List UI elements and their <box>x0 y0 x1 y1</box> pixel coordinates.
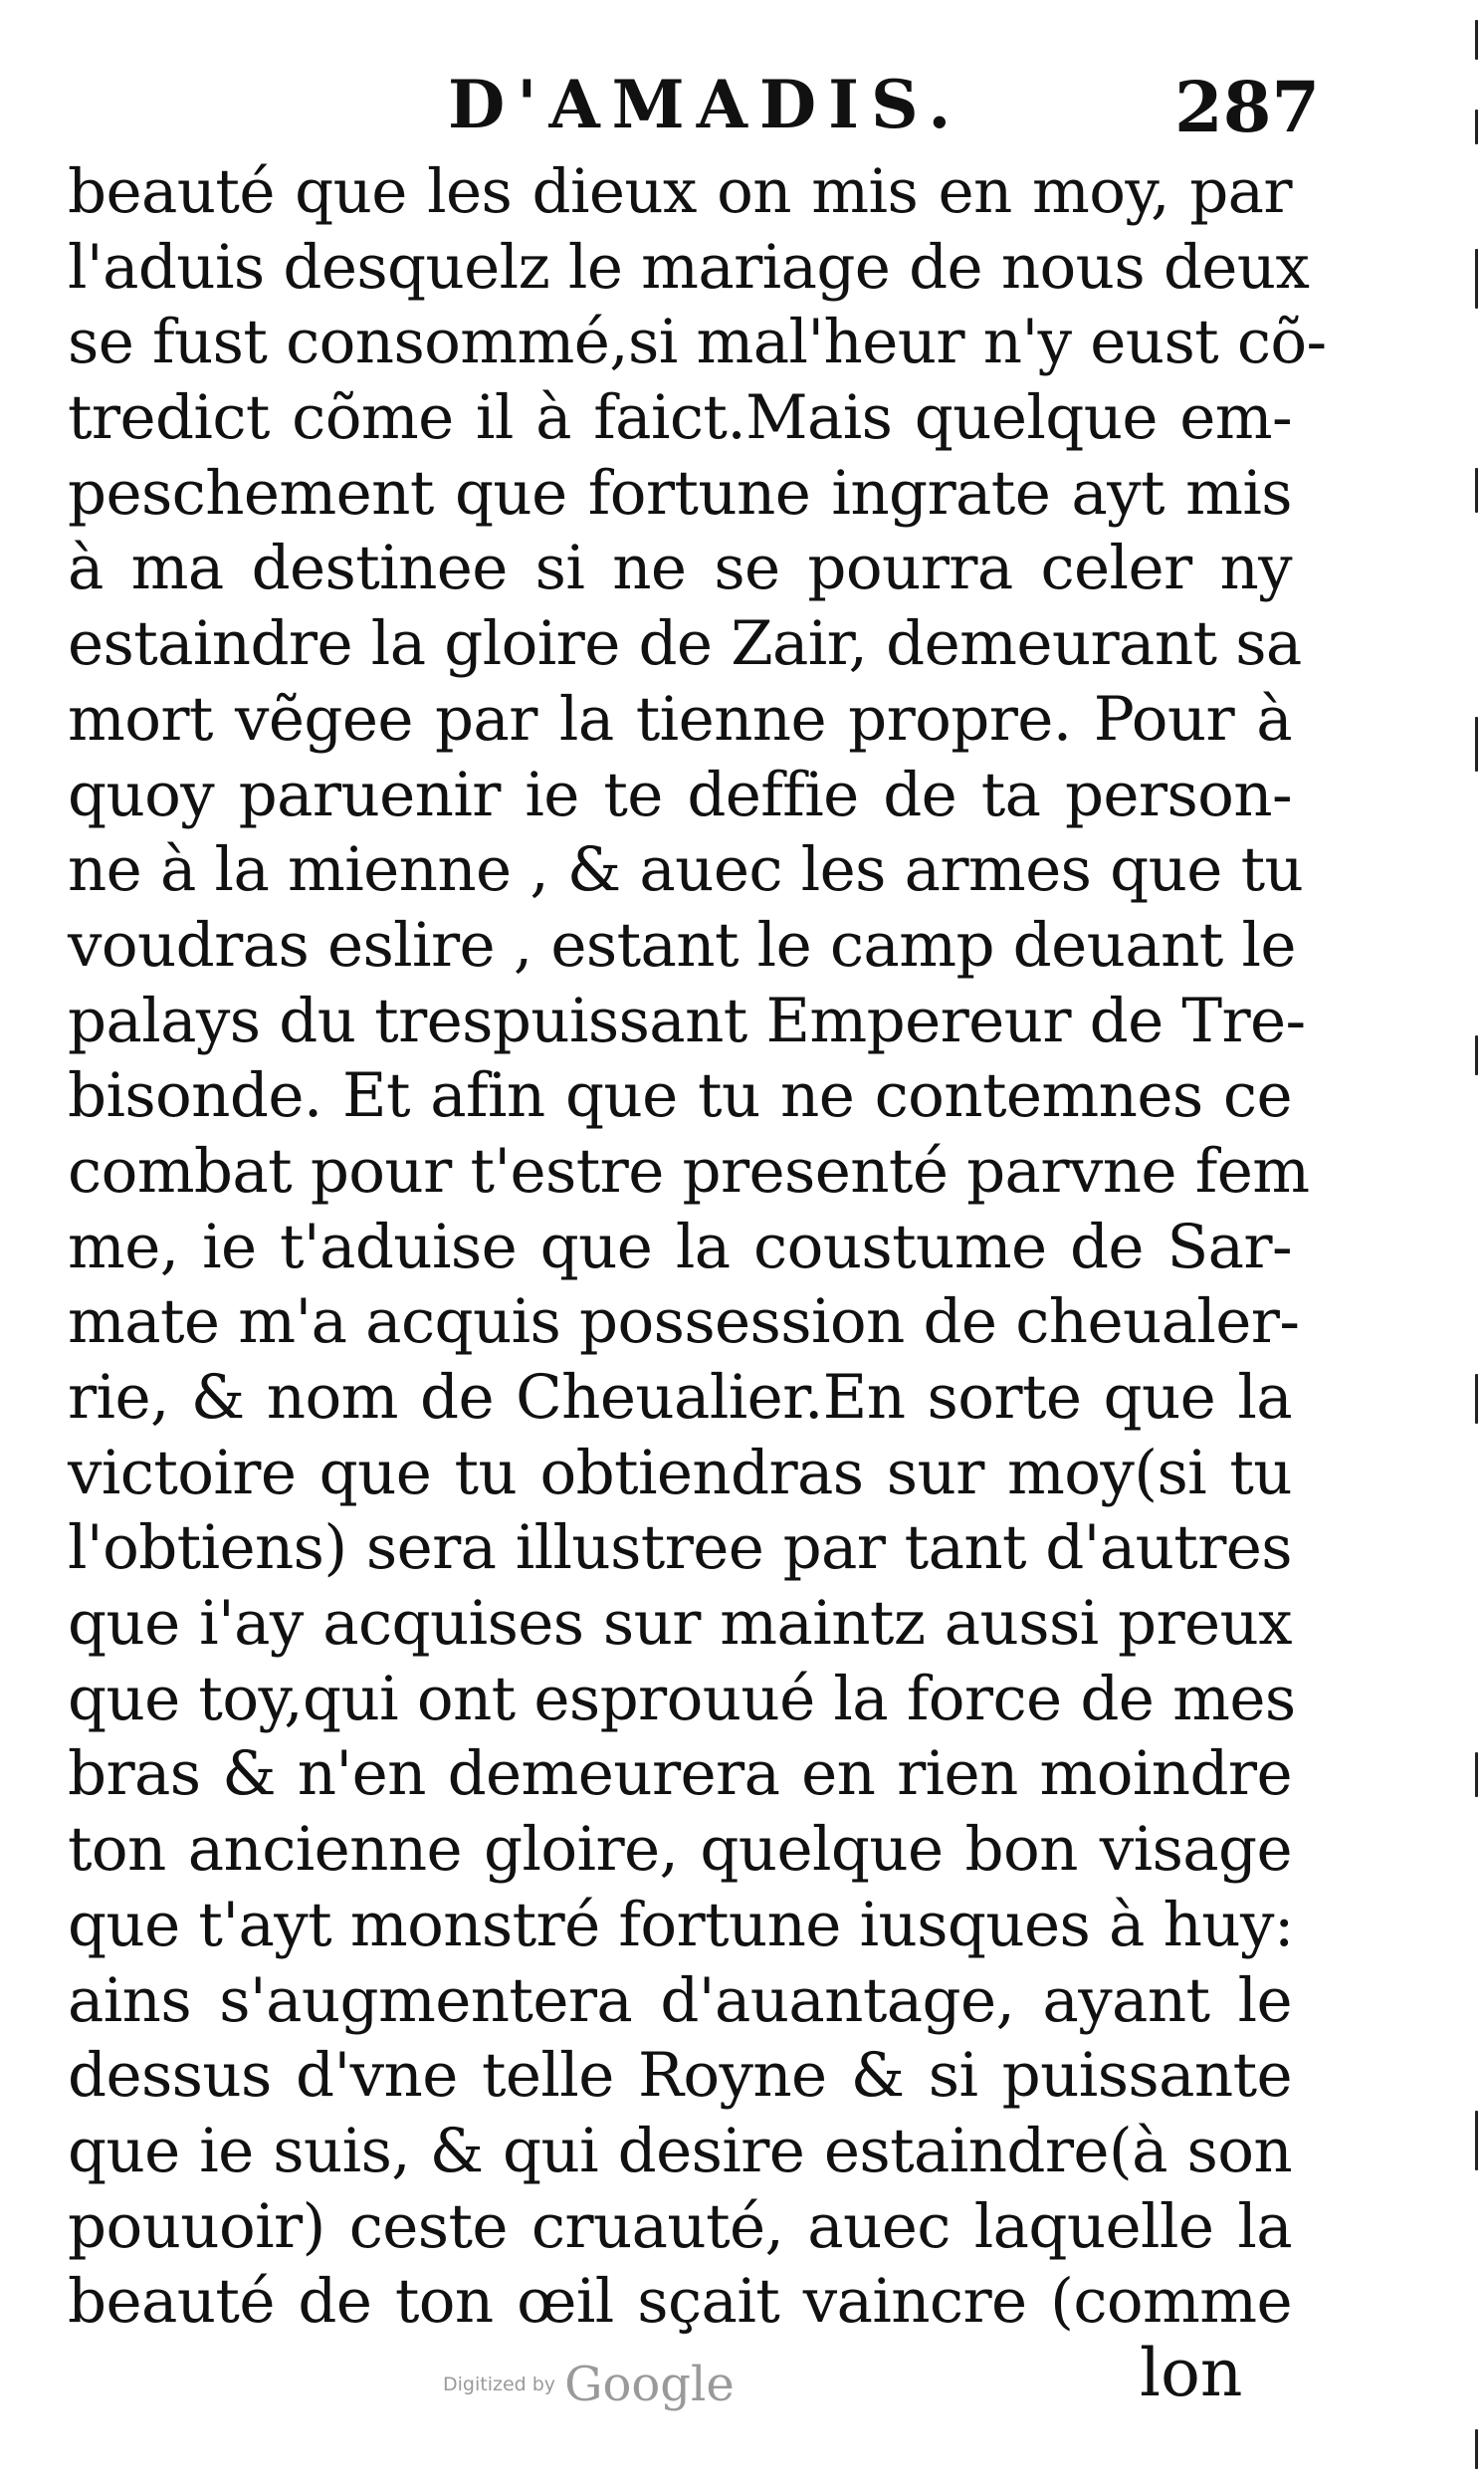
text-line: peschement que fortune ingrate ayt mis <box>68 457 1292 529</box>
text-line: palays du trespuissant Empereur de Tre- <box>68 985 1306 1056</box>
gutter-mark <box>1475 2429 1478 2469</box>
gutter-mark <box>1475 1035 1478 1075</box>
body-text <box>68 154 1327 2340</box>
gutter-mark <box>1475 717 1478 772</box>
page-header <box>0 58 1484 152</box>
running-head: D'AMADIS. <box>448 66 963 143</box>
text-line: tredict cõme il à faict.Mais quelque em- <box>68 382 1292 454</box>
text-line: ton ancienne gloire, quelque bon visage <box>68 1814 1292 1886</box>
text-line: voudras eslire , estant le camp deuant le <box>68 909 1296 981</box>
text-line: beauté que les dieux on mis en moy, par <box>68 156 1292 227</box>
gutter-edge <box>1454 0 1484 2489</box>
text-line: que t'ayt monstré fortune iusques à huy: <box>68 1889 1294 1960</box>
digitized-watermark <box>443 2357 735 2412</box>
text-line: victoire que tu obtiendras sur moy(si tu <box>68 1437 1292 1508</box>
text-line: à ma destinee si ne se pourra celer ny <box>68 533 1292 604</box>
text-line: l'aduis desquelz le mariage de nous deux <box>68 231 1310 303</box>
page-footer <box>0 2335 1484 2424</box>
gutter-mark <box>1475 1752 1478 1797</box>
text-line: beauté de ton œil sçait vaincre (comme <box>68 2266 1292 2338</box>
text-line: me, ie t'aduise que la coustume de Sar- <box>68 1211 1292 1282</box>
text-line: quoy paruenir ie te deffie de ta person- <box>68 759 1292 830</box>
digitized-prefix: Digitized by <box>443 2374 556 2395</box>
text-line: se fust consommé,si mal'heur n'y eust cõ- <box>68 307 1327 378</box>
text-line: que toy,qui ont esprouué la force de mes <box>68 1663 1296 1734</box>
page-number: 287 <box>1174 66 1321 148</box>
text-line: ains s'augmentera d'auantage, ayant le <box>68 1964 1292 2036</box>
text-line: pouuoir) ceste cruauté, auec laquelle la <box>68 2190 1292 2262</box>
catchword: lon <box>1140 2335 1243 2411</box>
digitizer-logo: Google <box>564 2357 735 2412</box>
text-line: l'obtiens) sera illustree par tant d'autres <box>68 1512 1292 1584</box>
text-line: estaindre la gloire de Zair, demeurant sa <box>68 608 1302 680</box>
text-line: bisonde. Et afin que tu ne contemnes ce <box>68 1060 1292 1132</box>
gutter-mark <box>1475 468 1478 513</box>
gutter-mark <box>1475 2111 1478 2170</box>
text-line: rie, & nom de Cheualier.En sorte que la <box>68 1362 1292 1433</box>
text-line: que i'ay acquises sur maintz aussi preux <box>68 1588 1292 1660</box>
gutter-mark <box>1475 1374 1478 1424</box>
text-line: dessus d'vne telle Royne & si puissante <box>68 2040 1292 2112</box>
text-line: que ie suis, & qui desire estaindre(à son <box>68 2115 1292 2186</box>
text-line: ne à la mienne , & auec les armes que tu <box>68 834 1304 906</box>
gutter-mark <box>1475 20 1478 60</box>
text-line: combat pour t'estre presenté parvne fem <box>68 1135 1310 1207</box>
text-line: mort vẽgee par la tienne propre. Pour à <box>68 683 1292 755</box>
gutter-mark <box>1475 249 1478 309</box>
text-line: mate m'a acquis possession de cheualer- <box>68 1286 1300 1358</box>
text-line: bras & n'en demeurera en rien moindre <box>68 1738 1292 1810</box>
